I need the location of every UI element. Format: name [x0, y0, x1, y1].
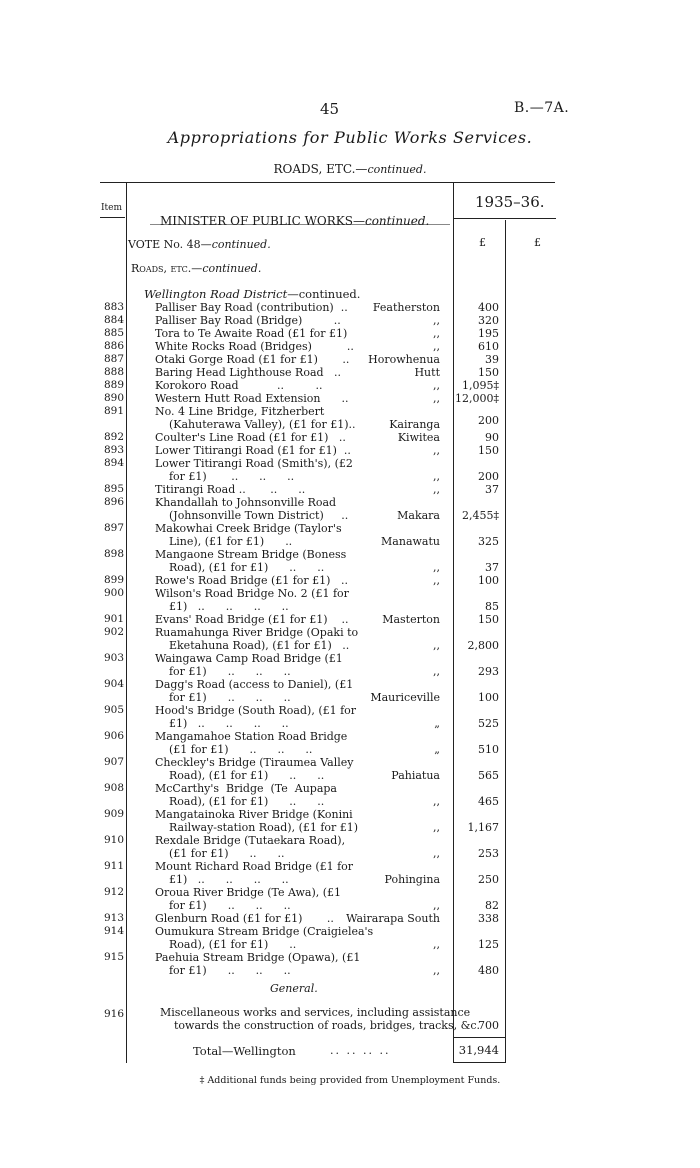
row-amount: 465 — [478, 795, 499, 808]
row-locality: ,, — [433, 964, 440, 977]
row-amount: 1,095‡ — [462, 379, 499, 392]
row-amount: 90 — [485, 431, 499, 444]
row-amount: 2,455‡ — [462, 509, 499, 522]
row-locality: ,, — [433, 938, 440, 951]
footnote: ‡ Additional funds being provided from Unemployment Funds. — [199, 1075, 501, 1086]
row-description: Baring Head Lighthouse Road .. — [155, 366, 342, 379]
row-description: Otaki Gorge Road (£1 for £1) .. — [155, 353, 350, 366]
kairanga-amount: 200 — [478, 414, 499, 427]
row-amount: 400 — [478, 301, 499, 314]
row-item-number: 911 — [103, 860, 124, 872]
vote-continued: continued. — [211, 238, 271, 251]
row-locality: Horowhenua — [368, 353, 440, 366]
row-amount: 525 — [478, 717, 499, 730]
row-amount: 125 — [478, 938, 499, 951]
row-description: Khandallah to Johnsonville Road (Johnsonville Town District) .. — [155, 496, 349, 523]
row-item-number: 889 — [103, 379, 124, 391]
total-bottom-rule — [453, 1062, 505, 1063]
row-item-number: 884 — [103, 314, 124, 326]
currency-symbol-2: £ — [534, 236, 541, 249]
row-description: Makowhai Creek Bridge (Taylor's Line), (£1 for £1) .. — [155, 522, 342, 549]
total-label: Total—Wellington — [193, 1044, 296, 1058]
vote-heading — [128, 238, 271, 251]
row-description: Ruamahunga River Bridge (Opaki to Eketahuna Road), (£1 for £1) .. — [155, 626, 359, 653]
row-amount: 610 — [478, 340, 499, 353]
row-amount: 150 — [478, 366, 499, 379]
row-locality: ,, — [433, 795, 440, 808]
row-description: White Rocks Road (Bridges) .. — [155, 340, 354, 353]
district-name: Wellington Road District — [144, 287, 288, 301]
row-locality: Makara — [397, 509, 440, 522]
row-locality: ,, — [433, 574, 440, 587]
row-item-number: 914 — [103, 925, 124, 937]
ministry-main: MINISTER OF PUBLIC WORKS— — [160, 214, 365, 228]
row-description: No. 4 Line Bridge, Fitzherbert (Kahuterawa Valley), (£1 for £1).. — [155, 405, 356, 432]
total-amount: 31,944 — [458, 1043, 499, 1057]
row-locality: ,, — [433, 444, 440, 457]
row-amount: 510 — [478, 743, 499, 756]
row-description: Waingawa Camp Road Bridge (£1 for £1) .. .. .. — [155, 652, 343, 679]
row-item-number: 906 — [103, 730, 124, 742]
row-locality: ,, — [433, 561, 440, 574]
row-item-number: 910 — [103, 834, 124, 846]
amount-column-divider-mid — [505, 220, 506, 1063]
row-locality: ,, — [433, 665, 440, 678]
vote-main: VOTE No. 48— — [128, 238, 212, 251]
row-amount: 2,800 — [467, 639, 499, 652]
row-amount: 293 — [478, 665, 499, 678]
row-amount: 480 — [478, 964, 499, 977]
table-top-rule — [100, 182, 555, 183]
row-amount: 565 — [478, 769, 499, 782]
row-description: Lower Titirangi Road (Smith's), (£2 for £1) .. .. .. — [155, 457, 353, 484]
row-item-number: 893 — [103, 444, 124, 456]
row-item-number: 886 — [103, 340, 124, 352]
row-locality: ,, — [433, 392, 440, 405]
row-description: Mangamahoe Station Road Bridge (£1 for £1) .. .. .. — [155, 730, 348, 757]
district-heading — [144, 287, 360, 301]
row-locality: ,, — [433, 379, 440, 392]
general-heading: General. — [270, 982, 318, 995]
row-locality: Kiwitea — [397, 431, 440, 444]
row-item-number: 909 — [103, 808, 124, 820]
roads-main: Roads, etc.— — [131, 262, 203, 275]
amount-column-divider-left — [453, 183, 454, 1063]
row-locality: ,, — [433, 340, 440, 353]
row-amount: 37 — [485, 483, 499, 496]
row-locality: Wairarapa South — [346, 912, 440, 925]
row-amount: 100 — [478, 574, 499, 587]
row-description: Western Hutt Road Extension .. — [155, 392, 349, 405]
row-description: Checkley's Bridge (Tiraumea Valley Road), (£1 for £1) .. .. — [155, 756, 354, 783]
row-item-number: 913 — [103, 912, 124, 924]
row-locality: ,, — [433, 847, 440, 860]
row-item-number: 897 — [103, 522, 124, 534]
row-item-number: 904 — [103, 678, 124, 690]
year-header-rule — [453, 218, 556, 219]
roads-heading — [131, 262, 261, 275]
row-amount: 39 — [485, 353, 499, 366]
row-amount: 150 — [478, 613, 499, 626]
row-item-number: 883 — [103, 301, 124, 313]
row-amount: 325 — [478, 535, 499, 548]
document-reference: B.—7A. — [514, 100, 570, 116]
subtitle-continued: continued. — [367, 163, 427, 176]
year-column-header: 1935–36. — [475, 193, 545, 211]
item-column-divider — [126, 183, 127, 1063]
page-number: 45 — [320, 100, 340, 118]
row-description: Rexdale Bridge (Tutaekara Road), (£1 for £1) .. .. — [155, 834, 346, 861]
row-amount: 82 — [485, 899, 499, 912]
row-amount: 200 — [478, 470, 499, 483]
row-description: Tora to Te Awaite Road (£1 for £1) — [155, 327, 348, 340]
row-description: Oumukura Stream Bridge (Craigielea's Road), (£1 for £1) .. — [155, 925, 374, 952]
row-locality: „ — [434, 717, 440, 730]
ministry-heading — [160, 214, 429, 228]
row-item-number: 915 — [103, 951, 124, 963]
row-item-number: 896 — [103, 496, 124, 508]
row-locality: ,, — [433, 821, 440, 834]
row-amount: 12,000‡ — [455, 392, 499, 405]
row-locality: Mauriceville — [370, 691, 440, 704]
row-locality: Pahiatua — [391, 769, 440, 782]
row-item-number: 891 — [103, 405, 124, 417]
row-description: McCarthy's Bridge (Te Aupapa Road), (£1 for £1) .. .. — [155, 782, 337, 809]
row-item-number: 888 — [103, 366, 124, 378]
misc-amount: 700 — [478, 1019, 499, 1032]
row-item-number: 912 — [103, 886, 124, 898]
row-description: Oroua River Bridge (Te Awa), (£1 for £1) .. .. .. — [155, 886, 342, 913]
row-item-number: 901 — [103, 613, 124, 625]
row-amount: 37 — [485, 561, 499, 574]
row-amount: 100 — [478, 691, 499, 704]
row-locality: ,, — [433, 314, 440, 327]
row-locality: Pohingina — [384, 873, 440, 886]
row-item-number: 885 — [103, 327, 124, 339]
row-description: Korokoro Road .. .. — [155, 379, 323, 392]
row-item-number: 905 — [103, 704, 124, 716]
row-locality: ,, — [433, 483, 440, 496]
misc-item-number: 916 — [103, 1008, 124, 1020]
row-description: Rowe's Road Bridge (£1 for £1) .. — [155, 574, 348, 587]
roads-continued: continued. — [202, 262, 262, 275]
row-description: Dagg's Road (access to Daniel), (£1 for £1) .. .. .. — [155, 678, 354, 705]
row-locality: Masterton — [382, 613, 440, 626]
row-description: Mount Richard Road Bridge (£1 for £1) .. .. .. .. — [155, 860, 354, 887]
row-amount: 195 — [478, 327, 499, 340]
row-locality: ,, — [433, 470, 440, 483]
row-locality: ,, — [433, 899, 440, 912]
row-item-number: 903 — [103, 652, 124, 664]
row-amount: 1,167 — [467, 821, 499, 834]
row-locality: Kairanga — [389, 418, 440, 431]
row-amount: 320 — [478, 314, 499, 327]
row-amount: 150 — [478, 444, 499, 457]
row-item-number: 908 — [103, 782, 124, 794]
row-locality: „ — [434, 743, 440, 756]
row-amount: 253 — [478, 847, 499, 860]
row-locality: ,, — [433, 327, 440, 340]
row-description: Mangaone Stream Bridge (Boness Road), (£1 for £1) .. .. — [155, 548, 347, 575]
row-item-number: 892 — [103, 431, 124, 443]
item-header-rule — [100, 217, 125, 218]
row-item-number: 899 — [103, 574, 124, 586]
row-locality: Hutt — [414, 366, 440, 379]
ministry-continued: continued. — [364, 214, 430, 228]
row-amount: 250 — [478, 873, 499, 886]
row-description: Glenburn Road (£1 for £1) .. — [155, 912, 334, 925]
district-continued: —continued. — [287, 287, 361, 301]
row-description: Hood's Bridge (South Road), (£1 for £1) .. .. .. .. — [155, 704, 357, 731]
row-item-number: 907 — [103, 756, 124, 768]
total-top-rule — [453, 1037, 505, 1038]
row-description: Paehuia Stream Bridge (Opawa), (£1 for £1) .. .. .. — [155, 951, 361, 978]
row-locality: Featherston — [372, 301, 440, 314]
row-locality: Manawatu — [381, 535, 440, 548]
row-item-number: 887 — [103, 353, 124, 365]
row-description: Palliser Bay Road (Bridge) .. — [155, 314, 341, 327]
row-description: Mangatainoka River Bridge (Konini Railway-station Road), (£1 for £1) — [155, 808, 359, 835]
row-amount: 338 — [478, 912, 499, 925]
row-amount: 85 — [485, 600, 499, 613]
row-item-number: 900 — [103, 587, 124, 599]
currency-symbol-1: £ — [479, 236, 486, 249]
row-description: Lower Titirangi Road (£1 for £1) .. — [155, 444, 351, 457]
total-leader-dots: .. .. .. .. — [330, 1044, 391, 1057]
subtitle-main: ROADS, ETC.— — [273, 162, 368, 176]
row-item-number: 895 — [103, 483, 124, 495]
row-description: Coulter's Line Road (£1 for £1) .. — [155, 431, 346, 444]
row-item-number: 898 — [103, 548, 124, 560]
row-item-number: 894 — [103, 457, 124, 469]
page-title: Appropriations for Public Works Services. — [167, 128, 533, 147]
row-description: Evans' Road Bridge (£1 for £1) .. — [155, 613, 349, 626]
row-item-number: 902 — [103, 626, 124, 638]
item-column-header: Item — [101, 203, 123, 213]
row-description: Palliser Bay Road (contribution) .. — [155, 301, 348, 314]
misc-description: Miscellaneous works and services, including assistance towards the construction of roads, bridges, tracks, &c. — [160, 1006, 481, 1032]
section-subtitle — [0, 162, 700, 176]
row-description: Wilson's Road Bridge No. 2 (£1 for £1) .. .. .. .. — [155, 587, 349, 614]
row-item-number: 890 — [103, 392, 124, 404]
row-description: Titirangi Road .. .. .. — [155, 483, 306, 496]
row-locality: ,, — [433, 639, 440, 652]
